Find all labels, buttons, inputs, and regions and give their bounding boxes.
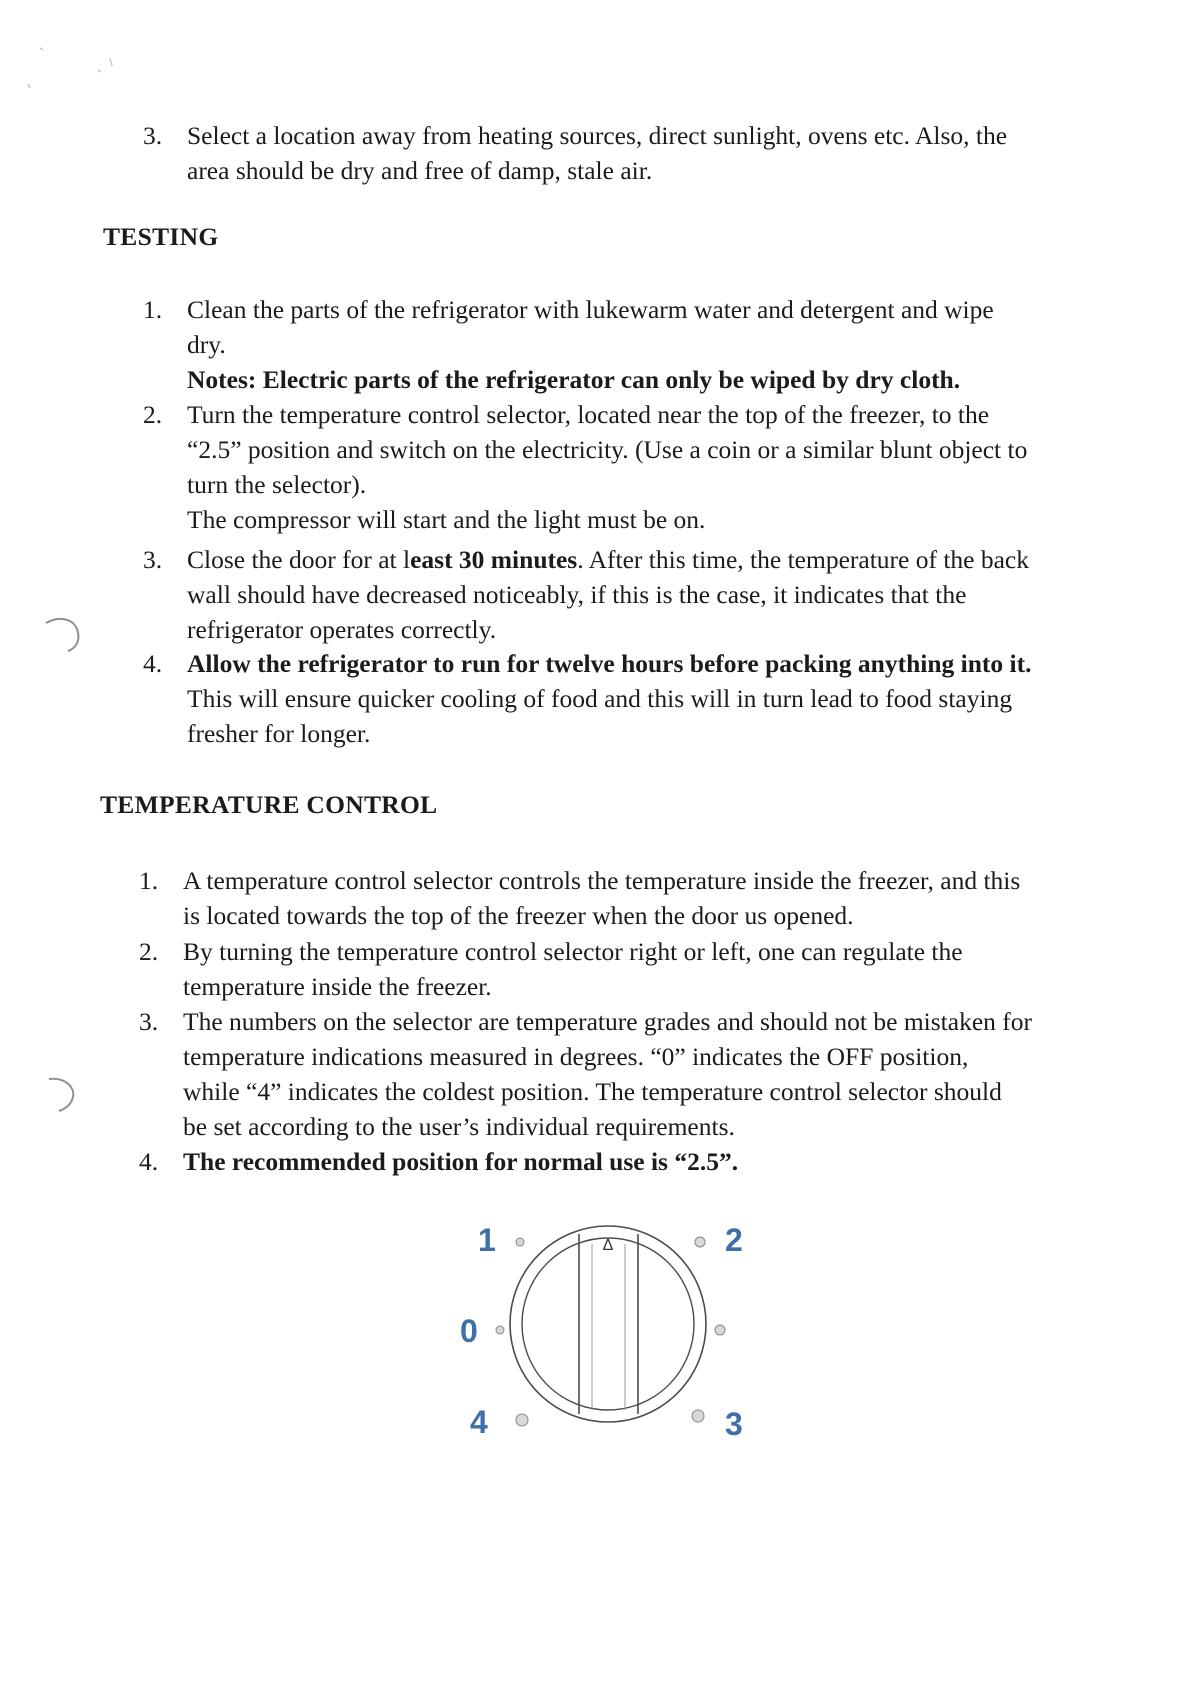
list-number: 2. <box>139 937 159 966</box>
text-line: temperature indications measured in degrees. “0” indicates the OFF position, <box>183 1042 969 1071</box>
binder-hole-mark-upper <box>40 615 90 655</box>
dial-inner-ring <box>522 1238 694 1410</box>
text-line: refrigerator operates correctly. <box>187 615 497 644</box>
temperature-dial-diagram <box>450 1200 770 1460</box>
text-line: A temperature control selector controls the temperature inside the freezer, and this <box>183 866 1021 895</box>
dial-label-0: 0 <box>460 1313 478 1349</box>
list-number: 3. <box>139 1007 159 1036</box>
text-line-bold: Allow the refrigerator to run for twelve hours before packing anything into it. <box>187 649 1032 678</box>
dial-label-1: 1 <box>478 1222 496 1258</box>
list-number: 3. <box>143 121 163 150</box>
list-number: 1. <box>139 866 159 895</box>
scan-speck-top-left <box>18 40 128 100</box>
list-number: 4. <box>139 1147 159 1176</box>
text-line: The numbers on the selector are temperature grades and should not be mistaken for <box>183 1007 1032 1036</box>
text-line: By turning the temperature control selector right or left, one can regulate the <box>183 937 963 966</box>
dial-outer-ring <box>510 1226 706 1422</box>
text-line: wall should have decreased noticeably, if this is the case, it indicates that the <box>187 580 967 609</box>
text-line: “2.5” position and switch on the electricity. (Use a coin or a similar blunt object to <box>187 435 1028 464</box>
text-line: be set according to the user’s individual requirements. <box>183 1112 735 1141</box>
dial-dot-3 <box>692 1410 704 1422</box>
text-line: Turn the temperature control selector, located near the top of the freezer, to the <box>187 400 990 429</box>
text-line: temperature inside the freezer. <box>183 972 492 1001</box>
text-line: while “4” indicates the coldest position. The temperature control selector should <box>183 1077 1002 1106</box>
dial-label-4: 4 <box>470 1404 488 1440</box>
text-line: dry. <box>187 330 226 359</box>
dial-dot-4 <box>516 1414 528 1426</box>
text-line: This will ensure quicker cooling of food and this will in turn lead to food staying <box>187 684 1013 713</box>
duration-emphasis: east 30 minutes <box>410 545 578 574</box>
dial-pointer-icon: Δ <box>602 1237 614 1254</box>
list-number: 1. <box>143 295 163 324</box>
text-line: Select a location away from heating sources, direct sunlight, ovens etc. Also, the <box>187 121 1008 150</box>
dial-label-3: 3 <box>725 1406 743 1442</box>
binder-hole-mark-lower <box>45 1075 85 1115</box>
temperature-control-heading: TEMPERATURE CONTROL <box>100 790 438 819</box>
list-number: 4. <box>143 649 163 678</box>
list-number: 3. <box>143 545 163 574</box>
text-line-part: . After this time, the temperature of the back <box>577 545 1030 574</box>
testing-note: Notes: Electric parts of the refrigerator can only be wiped by dry cloth. <box>187 365 961 394</box>
list-number: 2. <box>143 400 163 429</box>
text-line: is located towards the top of the freezer when the door us opened. <box>183 901 854 930</box>
dial-dot-mid-right <box>715 1325 725 1335</box>
text-line: turn the selector). <box>187 470 367 499</box>
text-line: Clean the parts of the refrigerator with lukewarm water and detergent and wipe <box>187 295 994 324</box>
testing-heading: TESTING <box>103 222 219 251</box>
dial-dot-2 <box>695 1237 705 1247</box>
text-line: fresher for longer. <box>187 719 371 748</box>
text-line: area should be dry and free of damp, stale air. <box>187 156 653 185</box>
dial-dot-1 <box>516 1238 524 1246</box>
recommended-position-text: The recommended position for normal use is “2.5”. <box>183 1147 739 1176</box>
text-line-part: Close the door for at l <box>187 545 411 574</box>
dial-dot-0 <box>496 1326 504 1334</box>
dial-label-2: 2 <box>725 1222 743 1258</box>
text-line: The compressor will start and the light must be on. <box>187 505 706 534</box>
